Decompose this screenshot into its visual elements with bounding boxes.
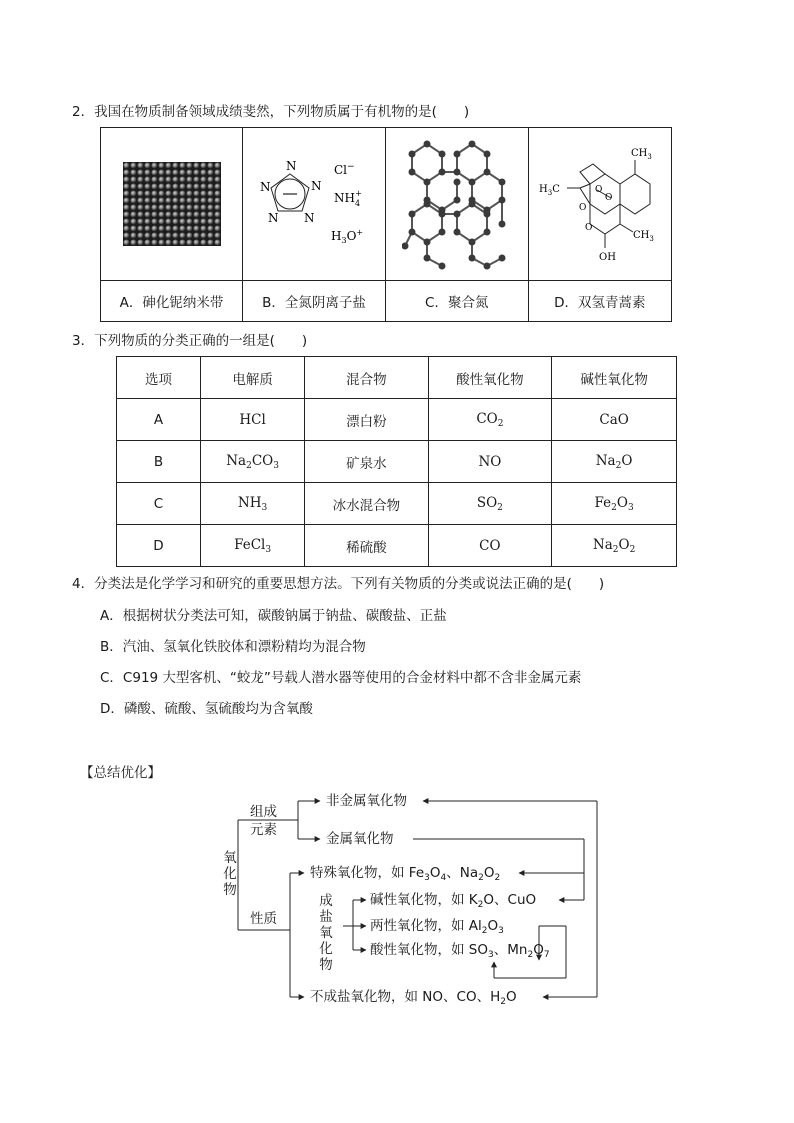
salt-forming-oxide-label: 成 盐 氧 化 物 xyxy=(319,893,333,973)
n-atom-label: N xyxy=(260,180,271,194)
q3-stem: 3．下列物质的分类正确的一组是( ) xyxy=(72,333,308,349)
table-cell: $NH_3$ xyxy=(200,483,304,525)
composition-label: 组成 元素 xyxy=(250,804,277,838)
table-cell: D xyxy=(117,525,201,567)
methyl-label-left: $H_3C$ xyxy=(538,184,560,197)
table-cell: CaO xyxy=(552,399,677,441)
q4-stem: 4．分类法是化学学习和研究的重要思想方法。下列有关物质的分类或说法正确的是( ) xyxy=(72,576,605,592)
table-header-cell: 选项 xyxy=(117,357,201,399)
table-cell: $Na_2O_2$ xyxy=(552,525,677,567)
q2-option-d: D．双氢青蒿素 xyxy=(528,281,671,322)
table-cell: $SO_2$ xyxy=(428,483,552,525)
diagram-root-label: 氧 化 物 xyxy=(223,850,237,898)
methyl-label-right: $CH_3$ xyxy=(632,230,654,243)
q4-option-b: B．汽油、氢氧化铁胶体和漂粉精均为混合物 xyxy=(100,639,366,655)
table-cell: $CO_2$ xyxy=(428,399,552,441)
oxygen-label: O xyxy=(604,193,613,203)
acidic-oxide-label: 酸性氧化物，如 $SO_3$、$Mn_2O_7$ xyxy=(370,942,550,960)
n-atom-label: N xyxy=(311,179,322,193)
table-cell: A xyxy=(117,399,201,441)
table-header-cell: 碱性氧化物 xyxy=(552,357,677,399)
table-cell: 稀硫酸 xyxy=(305,525,428,567)
table-cell: HCl xyxy=(200,399,304,441)
oxygen-label: O xyxy=(578,203,587,213)
q2-option-b: B．全氮阴离子盐 xyxy=(243,281,386,322)
table-cell: $Fe_2O_3$ xyxy=(552,483,677,525)
table-cell: NO xyxy=(428,441,552,483)
metal-oxide-label: 金属氧化物 xyxy=(326,831,394,847)
basic-oxide-label: 碱性氧化物，如 $K_2O$、CuO xyxy=(370,892,537,910)
ammonium-label: $NH_4+$ xyxy=(334,189,362,208)
table-cell: B xyxy=(117,441,201,483)
table-header-cell: 电解质 xyxy=(200,357,304,399)
oxygen-label: O xyxy=(584,223,593,233)
amphoteric-oxide-label: 两性氧化物，如 $Al_2O_3$ xyxy=(370,918,504,936)
n-atom-label: N xyxy=(304,211,315,225)
table-cell: $Na_2O$ xyxy=(552,441,677,483)
table-cell: C xyxy=(117,483,201,525)
table-cell: $Na_2CO_3$ xyxy=(200,441,304,483)
nonmetal-oxide-label: 非金属氧化物 xyxy=(326,793,407,809)
methyl-label-top: $CH_3$ xyxy=(630,148,652,161)
table-cell: 冰水混合物 xyxy=(305,483,428,525)
q2-option-c: C．聚合氮 xyxy=(386,281,529,322)
q4-option-c: C．C919 大型客机、“蛟龙”号载人潜水器等使用的合金材料中都不含非金属元素 xyxy=(100,670,582,686)
table-cell: 矿泉水 xyxy=(305,441,428,483)
q4-option-d: D．磷酸、硫酸、氢硫酸均为含氧酸 xyxy=(100,701,313,717)
hydronium-label: $H_3O^+$ xyxy=(331,228,364,245)
hydroxyl-label: OH xyxy=(598,252,616,263)
non-salt-oxide-label: 不成盐氧化物，如 NO、CO、$H_2O$ xyxy=(310,989,517,1007)
chloride-label: Cl− xyxy=(334,162,355,177)
oxygen-label: O xyxy=(594,185,603,195)
table-cell: 漂白粉 xyxy=(305,399,428,441)
n-atom-label: N xyxy=(286,159,297,173)
n-atom-label: N xyxy=(268,211,279,225)
table-cell: CO xyxy=(428,525,552,567)
table-header-cell: 混合物 xyxy=(305,357,428,399)
table-cell: FeCl$_3$ xyxy=(200,525,304,567)
summary-title: 【总结优化】 xyxy=(80,765,161,781)
q2-stem: 2．我国在物质制备领域成绩斐然，下列物质属于有机物的是( ) xyxy=(72,104,470,120)
special-oxide-label: 特殊氧化物，如 $Fe_3O_4$、$Na_2O_2$ xyxy=(310,865,501,883)
q4-option-a: A．根据树状分类法可知，碳酸钠属于钠盐、碳酸盐、正盐 xyxy=(100,608,447,624)
q2-option-a: A．砷化铌纳米带 xyxy=(101,281,243,322)
property-label: 性质 xyxy=(250,911,277,927)
table-header-cell: 酸性氧化物 xyxy=(428,357,552,399)
